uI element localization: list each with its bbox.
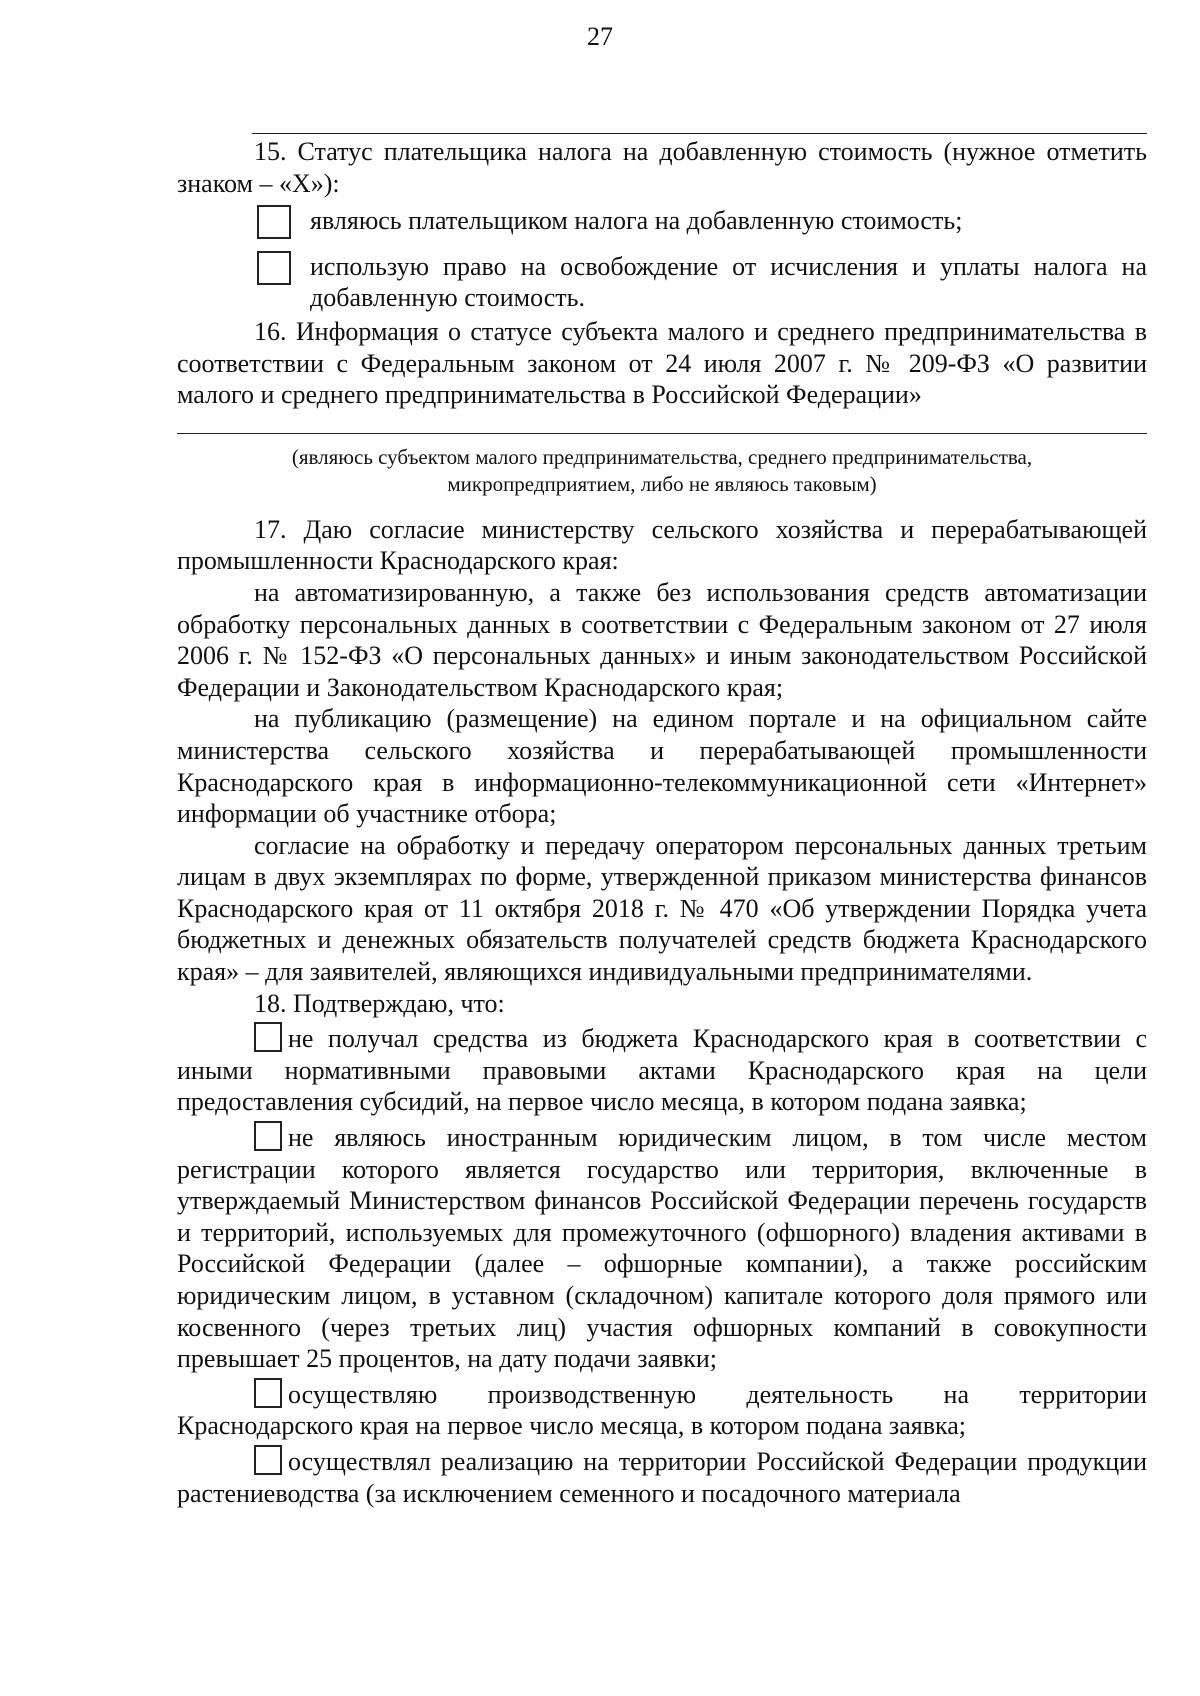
confirmation-text-4: осуществлял реализацию на территории Российской Федерации продукции растениеводства (за исключением семенного и посадочного материала: [177, 1446, 1147, 1508]
confirmation-text-1: не получал средства из бюджета Краснодарского края в соответствии с иными нормативными правовыми актами Краснодарского края на цели предоставления субсидий, на первое число месяца, в котором подана заявка;: [177, 1024, 1147, 1117]
sme-status-caption: [177, 444, 1147, 498]
spacer: [177, 498, 1147, 508]
section-18-heading: 18. Подтверждаю, что:: [254, 988, 505, 1018]
vat-exemption-checkbox[interactable]: [257, 251, 291, 285]
confirmation-text-2: не являюсь иностранным юридическим лицом, в том числе местом регистрации которого является государство или территория, включенные в утверждаемый Министерством финансов Российской Федерации перечень государств и территорий, используемых для промежуточного (офшорного) владения активами в Российской Федерации (далее – офшорные компании), а также российским юридическим лицом, в уставном (складочном) капитале которого доля прямого или косвенного (через третьих лиц) участия офшорных компаний в совокупности превышает 25 процентов, на дату подачи заявки;: [177, 1123, 1147, 1374]
confirmation-item-3: [177, 1378, 1147, 1442]
vat-exemption-label: использую право на освобождение от исчисления и уплаты налога на добавленную стоимость.: [310, 251, 1147, 313]
section-16-text: 16. Информация о статусе субъекта малого и среднего предпринимательства в соответствии с Федеральным законом от 24 июля 2007 г. № 209-ФЗ «О развитии малого и среднего предпринимательства в Российской Федерации»: [177, 316, 1147, 410]
vat-payer-option: [177, 205, 1147, 237]
confirmation-checkbox-3[interactable]: [254, 1378, 282, 1408]
section-15-heading: 15. Статус плательщика налога на добавленную стоимость (нужное отметить знаком – «Х»):: [177, 137, 1147, 198]
confirmation-checkbox-2[interactable]: [254, 1121, 282, 1151]
sme-status-field-line[interactable]: [177, 433, 1147, 434]
confirmation-text-3: осуществляю производственную деятельность на территории Краснодарского края на первое число месяца, в котором подана заявка;: [177, 1379, 1147, 1441]
caption-line-1: (являюсь субъектом малого предпринимательства, среднего предпринимательства,: [291, 444, 1033, 469]
confirmation-item-1: [177, 1022, 1147, 1118]
vat-payer-label: являюсь плательщиком налога на добавленную стоимость;: [310, 206, 963, 236]
confirmation-checkbox-4[interactable]: [254, 1445, 282, 1475]
confirmation-item-4: [177, 1445, 1147, 1509]
vat-payer-checkbox[interactable]: [257, 205, 291, 239]
top-rule: [252, 133, 1147, 134]
section-17-paragraph-3: согласие на обработку и передачу оператором персональных данных третьим лицам в двух экземплярах по форме, утвержденной приказом министерства финансов Краснодарского края от 11 октября 2018 г. № 470 «Об утверждении Порядка учета бюджетных и денежных обязательств получателей средств бюджета Краснодарского края» – для заявителей, являющихся индивидуальными предпринимателями.: [177, 830, 1147, 987]
page-content: [177, 133, 1147, 1509]
confirmation-item-2: [177, 1121, 1147, 1375]
section-17-paragraph-2: на публикацию (размещение) на едином портале и на официальном сайте министерства сельского хозяйства и перерабатывающей промышленности Краснодарского края в информационно-телекоммуникационной сети «Интернет» информации об участнике отбора;: [177, 704, 1147, 829]
caption-line-2: микропредприятием, либо не являюсь таковым): [447, 471, 877, 496]
confirmation-checkbox-1[interactable]: [254, 1022, 282, 1052]
vat-exemption-option: [177, 251, 1147, 314]
section-17-paragraph-1: на автоматизированную, а также без использования средств автоматизации обработку персональных данных в соответствии с Федеральным законом от 27 июля 2006 г. № 152-ФЗ «О персональных данных» и иным законодательством Российской Федерации и Законодательством Краснодарского края;: [177, 577, 1147, 702]
section-17-heading: 17. Даю согласие министерству сельского хозяйства и перерабатывающей промышленности Краснодарского края:: [177, 514, 1147, 576]
page-number: 27: [587, 22, 613, 51]
